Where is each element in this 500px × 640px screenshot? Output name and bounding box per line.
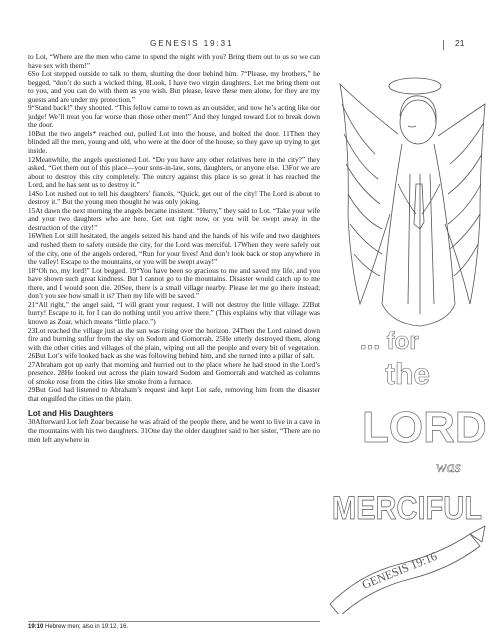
book-reference: GENESIS 19:31 bbox=[150, 38, 234, 48]
verse-paragraph: 29But God had listened to Abraham’s request and kept Lot safe, removing him from the disaster that engulfed the cities on the plain. bbox=[28, 386, 320, 403]
art-word-the: the bbox=[385, 358, 430, 391]
verse-paragraph: 15At dawn the next morning the angels became insistent. “Hurry,” they said to Lot. “Take your wife and your two daughters who are here. Get out right now, or you will be swept away in the destruction of the city!” bbox=[28, 206, 320, 232]
verse-paragraph: 12Meanwhile, the angels questioned Lot. “Do you have any other relatives here in the city?” they asked. “Get them out of this place—your sons-in-law, sons, daughters, or anyone else. 13For we are about to destroy this city completely. The outcry against this place is so great it has reached the Lord, and he has sent us to destroy it.” bbox=[28, 155, 320, 190]
right-wing-icon bbox=[438, 104, 485, 304]
art-word-was: was bbox=[436, 459, 461, 476]
verse-paragraph: 6So Lot stepped outside to talk to them, shutting the door behind him. 7“Please, my brothers,” he begged, “don’t do such a wicked thing. 8Look, I have two virgin daughters. Let me bring them out to you, and you can do with them as you wish. But please, leave these men alone, for they are my guests and are under my protection.” bbox=[28, 70, 320, 104]
angel-head-icon bbox=[400, 100, 436, 144]
scripture-text bbox=[28, 53, 320, 444]
verse-paragraph: 30Afterward Lot left Zoar because he was afraid of the people there, and he went to live in a cave in the mountains with his two daughters. 31One day the older daughter said to her sister, “There are no men left anywhere in bbox=[28, 418, 320, 444]
running-header bbox=[0, 38, 500, 52]
verse-paragraph: 23Lot reached the village just as the sun was rising over the horizon. 24Then the Lord rained down fire and burning sulfur from the sky on Sodom and Gomorrah. 25He utterly destroyed them, along with the other cities and villages of the plain, wiping out all the people and every bit of vegetation. 26But Lot’s wife looked back as she was following behind him, and she turned into a pillar of salt. bbox=[28, 326, 320, 361]
verse-paragraph: 14So Lot rushed out to tell his daughters’ fiancés, “Quick, get out of the city! The Lord is about to destroy it.” But the young men thought he was only joking. bbox=[28, 189, 320, 207]
halo-icon bbox=[389, 78, 441, 94]
verse-paragraph: 21“All right,” the angel said, “I will grant your request. I will not destroy the little village. 22But hurry! Escape to it, for I can do nothing until you arrive there.” (This explains why that village was known as Zoar, which means “little place.”) bbox=[28, 300, 320, 326]
art-word-lord: LORD bbox=[362, 403, 487, 452]
art-word-for: ... for bbox=[360, 328, 419, 355]
verse-paragraph: 10But the two angels* reached out, pulled Lot into the house, and bolted the door. 11Then they blinded all the men, young and old, who were at the door of the house, so they gave up trying to get inside. bbox=[28, 129, 320, 156]
header-divider bbox=[443, 40, 444, 50]
verse-paragraph: 18“Oh no, my lord!” Lot begged. 19“You have been so gracious to me and saved my life, and you have shown such great kindness. But I cannot go to the mountains. Disaster would catch up to me there, and I would soon die. 20See, there is a small village nearby. Please let me go there instead; don’t you see how small it is? Then my life will be saved.” bbox=[28, 266, 320, 301]
page-number: 21 bbox=[455, 38, 465, 48]
verse-paragraph: 9“Stand back!” they shouted. “This fellow came to town as an outsider, and now he’s acting like our judge! We’ll treat you far worse than those other men!” And they lunged toward Lot to break down the door. bbox=[28, 104, 320, 130]
footnote-ref: 19:10 bbox=[28, 624, 44, 630]
praying-hands-icon bbox=[414, 184, 424, 229]
banner-reference: GENESIS 19:16 bbox=[359, 548, 439, 592]
section-heading: Lot and His Daughters bbox=[28, 409, 114, 419]
robe-icon bbox=[382, 144, 455, 326]
verse-paragraph: 27Abraham got up early that morning and hurried out to the place where he had stood in the Lord’s presence. 28He looked out across the plain toward Sodom and Gomorrah and watched as columns of smoke rose from the cities like smoke from a furnace. bbox=[28, 360, 320, 386]
angel-illustration bbox=[320, 64, 490, 614]
art-word-merciful: MERCIFUL bbox=[332, 490, 482, 526]
verse-paragraph: to Lot, “Where are the men who came to spend the night with you? Bring them out to us so we can have sex with them!” bbox=[28, 53, 320, 70]
verse-paragraph: 16When Lot still hesitated, the angels seized his hand and the hands of his wife and two daughters and rushed them to safety outside the city, for the Lord was merciful. 17When they were safely out of the city, one of the angels ordered, “Run for your lives! And don’t look back or stop anywhere in the valley! Escape to the mountains, or you will be swept away!” bbox=[28, 232, 320, 267]
footnote bbox=[28, 621, 320, 630]
footnote-text: Hebrew men; also in 19:12, 16. bbox=[45, 624, 129, 630]
